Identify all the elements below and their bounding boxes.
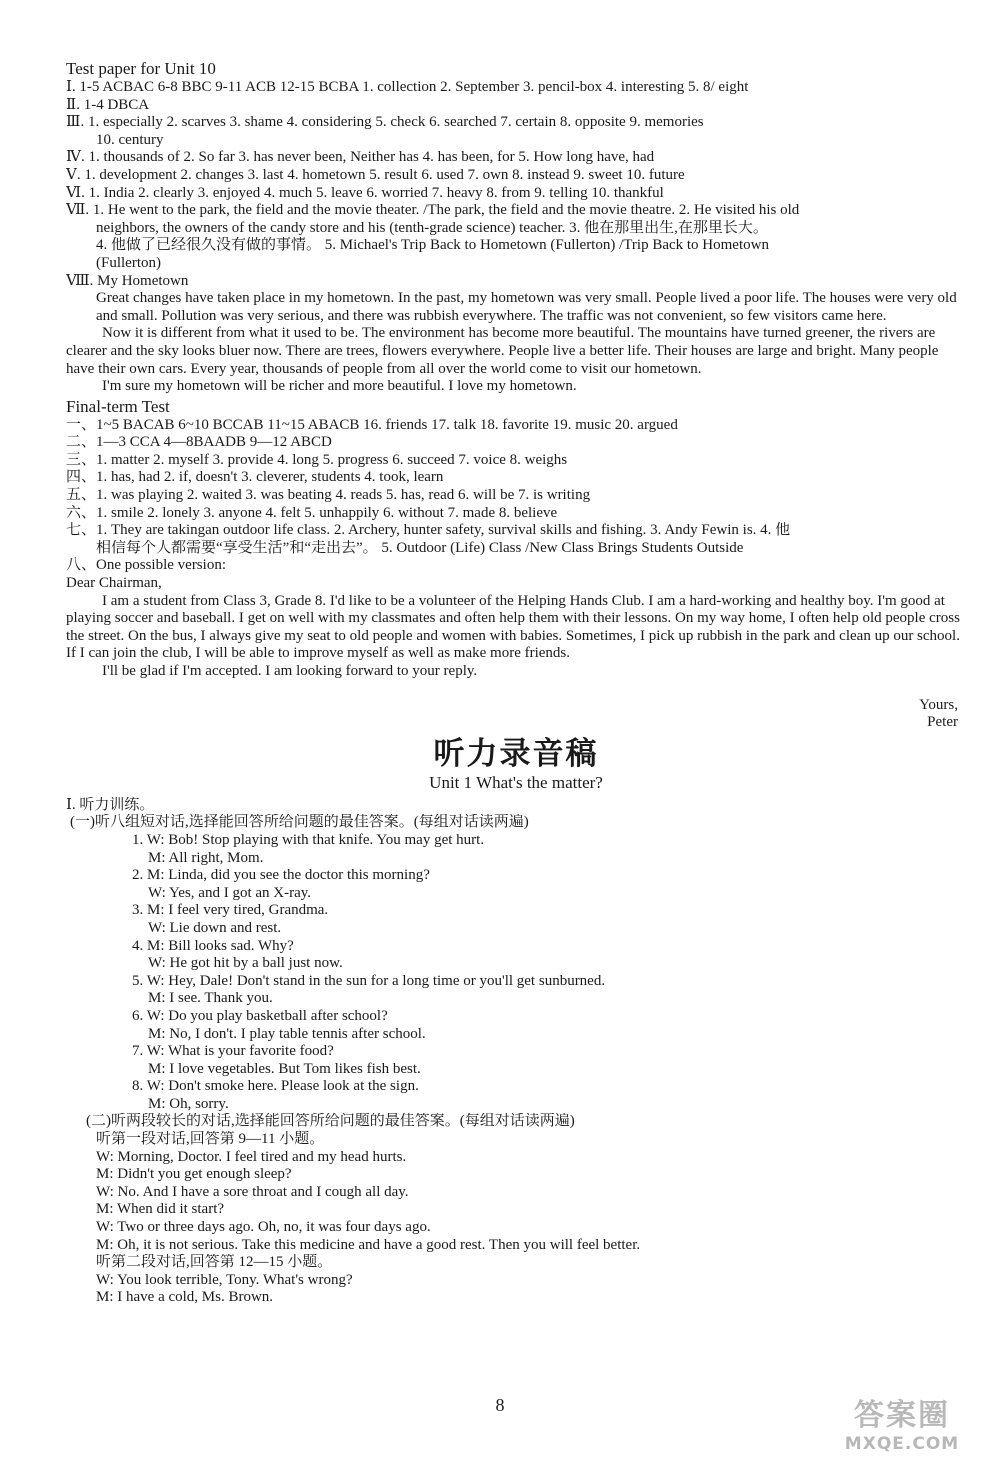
listening-part1-heading: (一)听八组短对话,选择能回答所给问题的最佳答案。(每组对话读两遍) (70, 814, 529, 831)
dialogue-line: 5. W: Hey, Dale! Don't stand in the sun for a long time or you'll get sunburned. (132, 972, 606, 989)
unit10-line: Ⅳ. 1. thousands of 2. So far 3. has never been, Neither has 4. has been, for 5. How long have, had (66, 149, 655, 166)
dialogue-line: M: All right, Mom. (148, 849, 264, 866)
dialogue-line: M: Oh, sorry. (148, 1095, 229, 1112)
letter-closing: Yours, (919, 696, 958, 713)
watermark-bottom: MXQE.COM (844, 1434, 960, 1454)
dialogue-line: M: When did it start? (96, 1201, 225, 1218)
listening-title: 听力录音稿 (433, 735, 599, 772)
final-line: 六、1. smile 2. lonely 3. anyone 4. felt 5. unhappily 6. without 7. made 8. believe (66, 504, 558, 521)
dialogue-line: M: Oh, it is not serious. Take this medicine and have a good rest. Then you will feel better. (96, 1236, 641, 1253)
watermark-top: 答案圈 (854, 1398, 950, 1433)
listening-part2-heading: (二)听两段较长的对话,选择能回答所给问题的最佳答案。(每组对话读两遍) (86, 1113, 575, 1130)
final-line: 四、1. has, had 2. if, doesn't 3. cleverer, students 4. took, learn (66, 469, 444, 486)
dialogue-line: W: You look terrible, Tony. What's wrong? (96, 1271, 353, 1288)
final-line: 二、1—3 CCA 4—8BAADB 9—12 ABCD (66, 434, 332, 451)
dialogue-line: 3. M: I feel very tired, Grandma. (132, 902, 329, 919)
unit10-line: Ⅱ. 1-4 DBCA (66, 96, 150, 113)
letter-signature: Peter (927, 714, 958, 731)
unit10-line: Ⅶ. 1. He went to the park, the field and the movie theater. /The park, the field and the movie theatre. 2. He visited his old (66, 202, 800, 219)
final-line: 五、1. was playing 2. waited 3. was beating 4. reads 5. has, read 6. will be 7. is writing (66, 487, 591, 504)
unit10-line: 10. century (96, 131, 164, 148)
unit10-line: Ⅴ. 1. development 2. changes 3. last 4. hometown 5. result 6. used 7. own 8. instead 9. sweet 10. future (66, 166, 685, 183)
unit10-line: Ⅷ. My Hometown (66, 272, 189, 289)
final-line: 八、One possible version: (66, 557, 226, 574)
final-title: Final-term Test (66, 396, 170, 416)
dialogue-line: M: No, I don't. I play table tennis after school. (148, 1025, 426, 1042)
dialogue-line: 2. M: Linda, did you see the doctor this morning? (132, 867, 430, 884)
dialogue-line: W: Morning, Doctor. I feel tired and my head hurts. (96, 1148, 407, 1165)
dialogue-line: 听第二段对话,回答第 12—15 小题。 (96, 1254, 333, 1271)
dialogue-line: 1. W: Bob! Stop playing with that knife. You may get hurt. (132, 831, 485, 848)
dialogue-line: 8. W: Don't smoke here. Please look at the sign. (132, 1078, 419, 1095)
document-page (66, 58, 966, 1307)
letter-paragraph: I am a student from Class 3, Grade 8. I'd like to be a volunteer of the Helping Hands Club. I am a hard-working and healthy boy. I'm good at playing soccer and baseball. I get on well with my classmates and often help them with their lessons. On my way home, I often help old people cross the street. On the bus, I always give my seat to old people and women with babies. Sometimes, I pick up rubbish in the park and clean up our school. If I can join the club, I will be able to improve myself as well as make more friends. (66, 592, 960, 662)
final-line: 相信每个人都需要“享受生活”和“走出去”。 5. Outdoor (Life) Class /New Class Brings Students Outside (96, 539, 744, 556)
unit10-line: Ⅲ. 1. especially 2. scarves 3. shame 4. considering 5. check 6. searched 7. certain 8. opposite 9. memories (66, 114, 704, 131)
final-line: 三、1. matter 2. myself 3. provide 4. long 5. progress 6. succeed 7. voice 8. weighs (66, 451, 568, 468)
final-line: Dear Chairman, (66, 575, 162, 592)
dialogue-line: M: Didn't you get enough sleep? (96, 1166, 292, 1183)
dialogue-line: M: I have a cold, Ms. Brown. (96, 1289, 274, 1306)
unit10-title: Test paper for Unit 10 (66, 59, 216, 78)
final-line: 七、1. They are takingan outdoor life class. 2. Archery, hunter safety, survival skills and fishing. 3. Andy Fewin is. 4. 他 (66, 522, 791, 539)
dialogue-line: W: Two or three days ago. Oh, no, it was four days ago. (96, 1219, 431, 1236)
unit10-line: 4. 他做了已经很久没有做的事情。 5. Michael's Trip Back to Hometown (Fullerton) /Trip Back to Hometown (96, 237, 769, 254)
dialogue-line: M: I love vegetables. But Tom likes fish best. (148, 1060, 421, 1077)
listening-unit-title: Unit 1 What's the matter? (429, 772, 603, 792)
essay-paragraph: Now it is different from what it used to be. The environment has become more beautiful. The mountains have turned greener, the rivers are clearer and the sky looks bluer now. There are trees, flowers everywhere. People live a better life. Their houses are large and bright. Many people have their own cars. Every year, thousands of people from all over the world come to visit our hometown. (66, 325, 939, 377)
dialogue-line: 听第一段对话,回答第 9—11 小题。 (96, 1131, 325, 1148)
dialogue-line: W: He got hit by a ball just now. (148, 955, 343, 972)
letter-paragraph: I'll be glad if I'm accepted. I am looking forward to your reply. (102, 663, 478, 679)
dialogue-line: W: No. And I have a sore throat and I cough all day. (96, 1183, 409, 1200)
dialogue-line: 4. M: Bill looks sad. Why? (132, 937, 294, 954)
dialogue-line: W: Yes, and I got an X-ray. (148, 884, 312, 901)
essay-paragraph: I'm sure my hometown will be richer and more beautiful. I love my hometown. (102, 378, 577, 395)
essay-paragraph: Great changes have taken place in my hometown. In the past, my hometown was very small. People lived a poor life. The houses were very old and small. Pollution was very serious, and there was rubbish everywhere. The traffic was not convenient, so few visitors came here. (96, 290, 957, 324)
dialogue-line: 6. W: Do you play basketball after school? (132, 1007, 388, 1024)
unit10-line: neighbors, the owners of the candy store and his (tenth-grade science) teacher. 3. 他在那里出生,在那里长大。 (96, 219, 768, 236)
watermark-logo (822, 1390, 982, 1456)
page-number: 8 (495, 1395, 505, 1415)
dialogue-line: M: I see. Thank you. (148, 990, 273, 1007)
final-line: 一、1~5 BACAB 6~10 BCCAB 11~15 ABACB 16. friends 17. talk 18. favorite 19. music 20. argued (66, 416, 678, 433)
dialogue-line: 7. W: What is your favorite food? (132, 1043, 334, 1060)
listening-section: Ⅰ. 听力训练。 (66, 796, 155, 813)
unit10-line: Ⅰ. 1-5 ACBAC 6-8 BBC 9-11 ACB 12-15 BCBA 1. collection 2. September 3. pencil-box 4. interesting 5. 8/ eight (66, 79, 749, 95)
unit10-line: Ⅵ. 1. India 2. clearly 3. enjoyed 4. much 5. leave 6. worried 7. heavy 8. from 9. telling 10. thankful (66, 184, 664, 201)
unit10-line: (Fullerton) (96, 254, 161, 271)
dialogue-line: W: Lie down and rest. (148, 919, 282, 936)
